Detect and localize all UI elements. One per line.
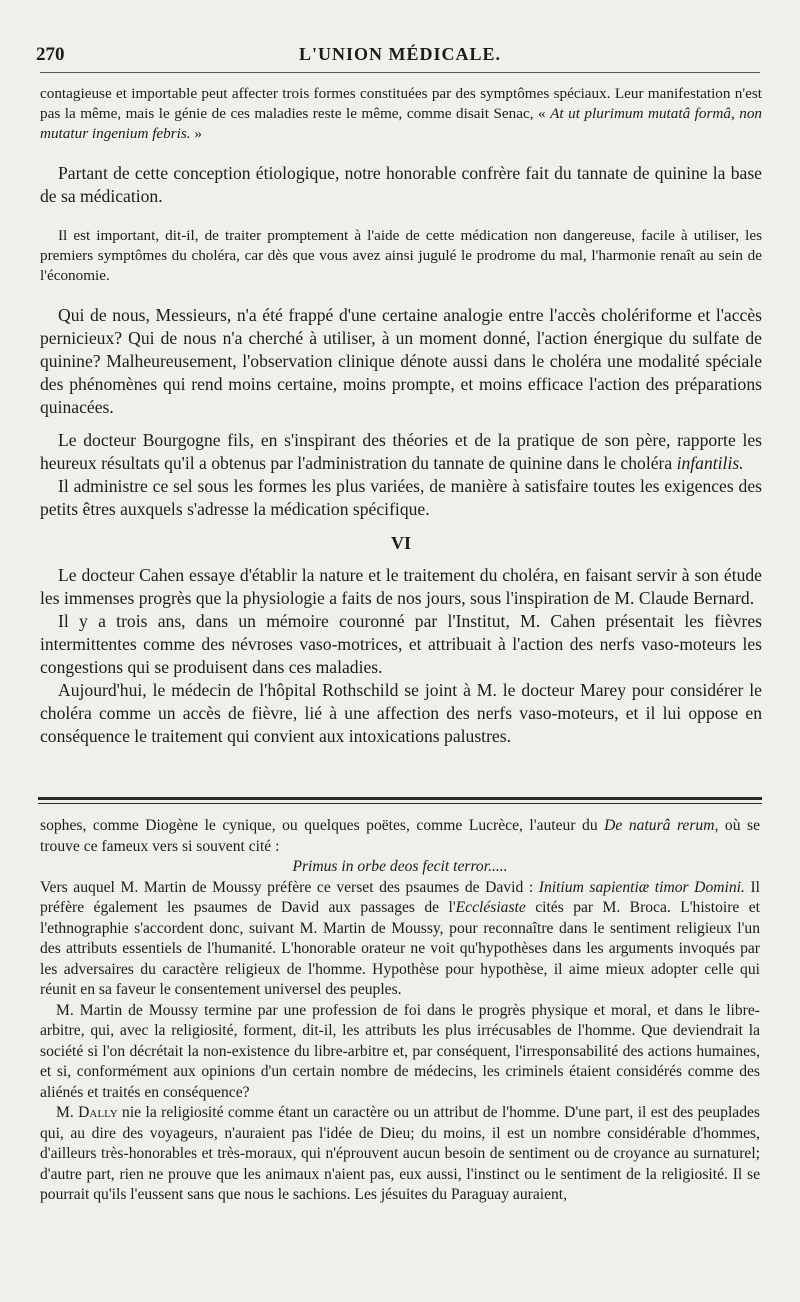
latin-quote: Initium sapientiæ timor Domini.: [538, 878, 745, 896]
paragraph-rothschild: Aujourd'hui, le médecin de l'hôpital Rothschild se joint à M. le docteur Marey pour considérer le choléra comme un accès de fièvre, lié à une affection des nerfs vaso-moteurs, et il lui oppose en conséquence le traitement qui convient aux intoxications palustres.: [40, 680, 762, 746]
speaker-name: Dally: [78, 1104, 118, 1121]
text: Le docteur Bourgogne fils, en s'inspirant des théories et de la pratique de son père, rapporte les heureux résultats qu'il a obtenus par l'administration du tannate de quinine dans le choléra: [40, 430, 762, 473]
separator-rule: [38, 797, 762, 800]
paragraph-philosophers: [40, 816, 760, 857]
feuilleton-column: [40, 816, 760, 1206]
italic-term: infantilis.: [676, 453, 744, 473]
verse-quote: Primus in orbe deos fecit terror.....: [292, 858, 508, 875]
text: où se trouve ce fameux vers si souvent cité :: [40, 817, 760, 855]
italic-title: De naturâ rerum,: [604, 817, 719, 834]
line: contagieuse et importable peut affecter trois formes constituées par des symptômes spéciaux.: [40, 85, 611, 102]
italic-title: Ecclésiaste: [455, 899, 526, 916]
paragraph-bourgogne: [40, 429, 762, 475]
running-title: L'UNION MÉDICALE.: [298, 44, 502, 64]
latin-quote: At ut plurimum mutatâ formâ, non mutatur ingenium febris.: [40, 105, 763, 142]
paragraph-psalms: [40, 878, 760, 1001]
main-column: [40, 84, 762, 748]
paragraph-cahen: Le docteur Cahen essaye d'établir la nature et le traitement du choléra, en faisant servir à son étude les immenses progrès que la physiologie a faits de nos jours, sous l'inspiration de M. Claude Bernard.: [40, 565, 762, 608]
text: Il préfère également les psaumes de David aux passages de l': [40, 878, 760, 916]
paragraph-dally: [40, 1103, 760, 1206]
separator-rule-thin: [38, 803, 762, 804]
paragraph-analogy: Qui de nous, Messieurs, n'a été frappé d'une certaine analogie entre l'accès cholériforme et l'accès pernicieux? Qui de nous n'a cherché à utiliser, à un moment donné, l'action énergique du sulfate de quinine? Malheureusement, l'observation clinique dénote aussi dans le choléra une modalité spéciale des phénomènes qui rend moins certaine, moins prompte, et moins efficace l'action des préparations quinacées.: [40, 305, 762, 417]
header-rule: [40, 72, 760, 73]
page-header: [0, 38, 800, 68]
text: sophes, comme Diogène le cynique, ou quelques poëtes, comme Lucrèce, l'auteur du: [40, 817, 598, 834]
text: M.: [56, 1104, 74, 1121]
page-number: 270: [36, 44, 65, 65]
text: Vers auquel M. Martin de Moussy préfère ce verset des psaumes de David :: [40, 878, 534, 896]
paragraph-memoire: Il y a trois ans, dans un mémoire couronné par l'Institut, M. Cahen présentait les fièvres intermittentes comme des névroses vaso-motrices, et attribuait à l'action des nerfs vaso-moteurs les congestions qui se produisent dans ces maladies.: [40, 611, 762, 677]
text: nie la religiosité comme étant un caractère ou un attribut de l'homme. D'une part, il est des peuplades qui, au dire des voyageurs, n'auraient pas l'idée de Dieu; du moins, il est un nombre considérable d'hommes, d'ailleurs très-honorables et très-moraux, qui n'éprouvent aucun besoin de sentiment ou de croyance au surnaturel; d'autre part, rien ne prouve que les animaux n'aient pas, eux aussi, l'instinct ou le sentiment de la religiosité. Il se pourrait qu'ils l'eussent sans que nous le sachions. Les jésuites du Paraguay auraient,: [40, 1104, 760, 1203]
line: disait Senac, «: [456, 105, 546, 122]
paragraph-free-will: M. Martin de Moussy termine par une profession de foi dans le progrès physique et moral, et dans le libre-arbitre, qui, avec la religiosité, forment, dit-il, les attributs les plus irrécusables de l'homme. Que deviendrait la société si l'on décrétait la non-existence du libre-arbitre et, par conséquent, l'irresponsabilité des actions humaines, et si, conformément aux opinions d'un certain nombre de médecins, les criminels étaient considérés comme des aliénés et traités en conséquence?: [40, 1001, 760, 1101]
line: »: [194, 125, 202, 142]
section-heading: VI: [390, 533, 411, 553]
paragraph-contagion: [40, 84, 762, 144]
paragraph-administration: Il administre ce sel sous les formes les plus variées, de manière à satisfaire toutes les exigences des petits êtres auxquels s'adresse la médication spécifique.: [40, 476, 762, 519]
line: Leur manifestation n'est pas la même, mais le génie de ces maladies reste le même, comme: [40, 85, 762, 122]
paragraph-etiology: Partant de cette conception étiologique, notre honorable confrère fait du tannate de quinine la base de sa médication.: [40, 163, 762, 206]
paragraph-treatment: Il est important, dit-il, de traiter promptement à l'aide de cette médication non dangereuse, facile à utiliser, les premiers symptômes du choléra, car dès que vous avez ainsi jugulé le prodrome du mal, l'harmonie renaît au sein de l'économie.: [40, 227, 762, 284]
text: cités par M. Broca. L'histoire et l'ethnographie s'accordent donc, suivant M. Martin de Moussy, pour reconnaître dans le sentiment religieux l'un des attributs essentiels de l'humanité. L'honorable orateur ne voit qu'hypothèses dans les arguments invoqués par les adversaires du caractère religieux de l'homme. Hypothèse pour hypothèse, il aime mieux adopter celle qui réunit en sa faveur le consentement universel des peuples.: [40, 899, 760, 998]
